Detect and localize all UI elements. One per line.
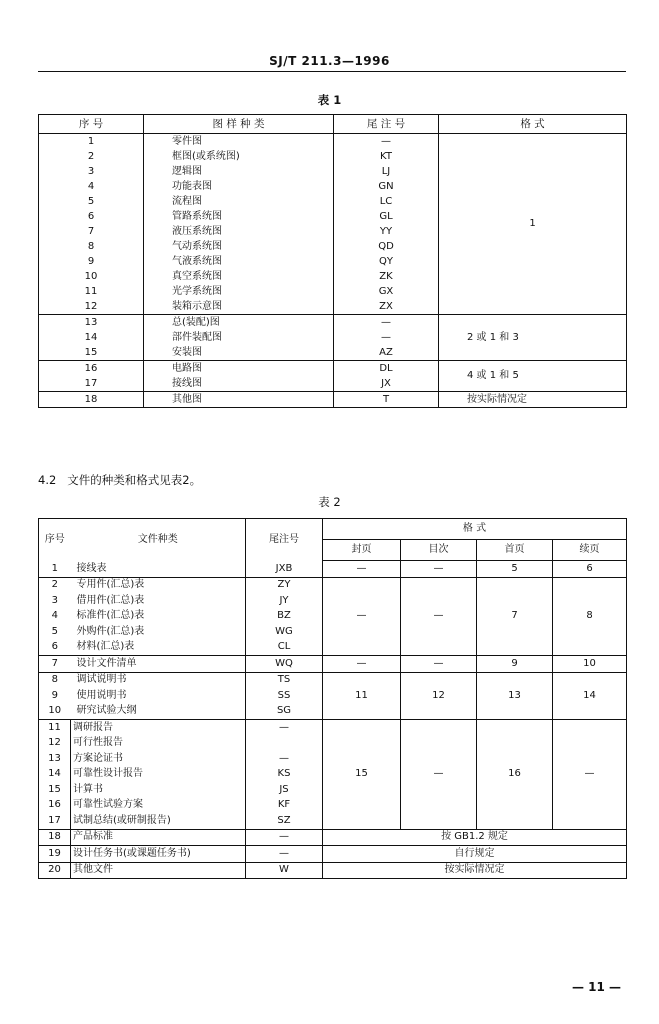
t2-seq: 4	[51, 610, 58, 622]
t1-header-type: 图 样 种 类	[144, 115, 334, 134]
t2-seq: 7	[39, 656, 71, 673]
t2-seq: 13	[48, 752, 61, 764]
table1-caption: 表 1	[317, 93, 342, 107]
t2-type: 使用说明书	[76, 689, 127, 701]
t1-seq: 13	[39, 315, 144, 331]
page-number: — 11 —	[571, 980, 621, 994]
t1-seq: 14	[84, 331, 98, 343]
t2-type: 材料(汇总)表	[76, 641, 135, 653]
t1-code: YY	[334, 224, 439, 239]
t2-code: JXB	[246, 561, 323, 578]
header-rule	[38, 71, 626, 72]
t2-cont: 14	[553, 672, 627, 720]
t2-type: 设计任务书(或课题任务书)	[71, 846, 246, 863]
t1-type: 部件装配图	[144, 330, 334, 345]
t1-code: AZ	[334, 345, 439, 361]
t2-toc: —	[401, 656, 477, 673]
t2-seq: 14	[48, 768, 61, 780]
t2-seq: 9	[51, 689, 58, 701]
t1-code: GX	[334, 284, 439, 299]
t2-first: 13	[477, 672, 553, 720]
t1-code: ZX	[334, 299, 439, 315]
t1-seq: 9	[87, 255, 95, 267]
t1-type: 其他图	[144, 392, 334, 408]
t2-code: SS	[246, 688, 323, 704]
t1-code: JX	[334, 376, 439, 392]
t2-code: WG	[246, 624, 323, 640]
t2-code: CL	[246, 640, 323, 656]
t2-seq: 5	[51, 625, 58, 637]
t1-seq: 17	[84, 377, 98, 389]
t1-code: GL	[334, 209, 439, 224]
t1-code: DL	[334, 361, 439, 377]
t2-type: 调试说明书	[71, 672, 246, 688]
t2-header-format: 格 式	[323, 519, 627, 540]
table1	[38, 114, 627, 408]
t2-type: 试制总结(或研制报告)	[71, 813, 246, 829]
section-text: 文件的种类和格式见表2。	[67, 473, 202, 487]
t2-code: —	[246, 720, 323, 736]
t1-code: LC	[334, 194, 439, 209]
t1-type: 光学系统图	[144, 284, 334, 299]
t1-code: QD	[334, 239, 439, 254]
t1-header-seq: 序 号	[39, 115, 144, 134]
t2-type: 专用件(汇总)表	[71, 577, 246, 593]
t1-seq: 6	[87, 210, 95, 222]
t1-seq: 8	[87, 240, 95, 252]
t1-seq: 10	[84, 270, 98, 282]
t2-header-cover: 封页	[323, 540, 401, 561]
t1-code: —	[334, 134, 439, 150]
t2-type: 计算书	[71, 782, 246, 798]
t1-seq: 11	[84, 285, 98, 297]
t2-seq: 1	[51, 562, 58, 574]
t1-type: 气液系统图	[144, 254, 334, 269]
t2-seq: 8	[39, 672, 71, 688]
t1-seq: 4	[87, 180, 95, 192]
t2-seq: 11	[39, 720, 71, 736]
t2-cont: 10	[553, 656, 627, 673]
t1-seq: 15	[84, 346, 98, 358]
t2-cover: —	[323, 577, 401, 656]
t2-first: 7	[477, 577, 553, 656]
t1-type: 液压系统图	[144, 224, 334, 239]
t1-seq: 1	[87, 135, 95, 147]
t2-type: 设计文件清单	[71, 656, 246, 673]
t2-seq: 16	[48, 799, 61, 811]
t1-type: 总(装配)图	[144, 315, 334, 331]
t1-type: 框图(或系统图)	[144, 149, 334, 164]
t1-code: KT	[334, 149, 439, 164]
t1-header-format: 格 式	[439, 115, 627, 134]
t2-seq: 19	[39, 846, 71, 863]
t2-type: 产品标准	[71, 829, 246, 846]
t2-type: 调研报告	[71, 720, 246, 736]
t1-code: —	[334, 330, 439, 345]
t1-code: —	[334, 315, 439, 331]
t2-code: —	[246, 751, 323, 767]
section-number: 4.2	[38, 473, 57, 487]
t1-format-group1: 1	[439, 134, 627, 315]
t2-seq: 2	[39, 577, 71, 593]
t1-seq: 16	[39, 361, 144, 377]
t2-code: W	[246, 862, 323, 879]
t2-type: 可靠性设计报告	[71, 767, 246, 783]
t2-toc: 12	[401, 672, 477, 720]
t1-seq: 18	[39, 392, 144, 408]
t1-type: 管路系统图	[144, 209, 334, 224]
t2-code: KS	[246, 767, 323, 783]
t2-first: 5	[477, 561, 553, 578]
document-header: SJ/T 211.3—1996	[269, 54, 390, 68]
t2-type: 可靠性试验方案	[71, 798, 246, 814]
t2-seq: 10	[48, 705, 62, 717]
t2-code: SG	[246, 704, 323, 720]
t2-code: WQ	[246, 656, 323, 673]
t2-header-type: 文件种类	[137, 533, 178, 545]
t2-code: KF	[246, 798, 323, 814]
t2-header-toc: 目次	[401, 540, 477, 561]
t2-cont: —	[553, 720, 627, 830]
t1-type: 逻辑图	[144, 164, 334, 179]
t2-type: 可行性报告	[71, 736, 246, 752]
t2-cont: 8	[553, 577, 627, 656]
t2-cover: 11	[323, 672, 401, 720]
t2-seq: 3	[51, 594, 58, 606]
t1-header-code: 尾 注 号	[334, 115, 439, 134]
table2-caption: 表 2	[318, 495, 341, 509]
t2-code	[246, 736, 323, 752]
t1-seq: 5	[87, 195, 95, 207]
t1-format-group4: 按实际情况定	[439, 392, 627, 408]
t1-code: T	[334, 392, 439, 408]
section-4-2	[38, 472, 201, 488]
table2	[38, 518, 627, 879]
t1-code: QY	[334, 254, 439, 269]
t2-code: —	[246, 829, 323, 846]
t1-type: 装箱示意图	[144, 299, 334, 315]
t2-type: 外购件(汇总)表	[76, 625, 145, 637]
t1-seq: 7	[87, 225, 95, 237]
t1-seq: 12	[84, 300, 98, 312]
t2-type: 标准件(汇总)表	[76, 610, 145, 622]
t2-cover: —	[323, 561, 401, 578]
t1-format-group3: 4 或 1 和 5	[439, 361, 627, 392]
t2-code: JY	[246, 593, 323, 609]
t1-type: 气动系统图	[144, 239, 334, 254]
t2-header-cont: 续页	[553, 540, 627, 561]
t2-header-first: 首页	[477, 540, 553, 561]
t2-toc: —	[401, 561, 477, 578]
t1-format-group2: 2 或 1 和 3	[439, 315, 627, 361]
t2-type: 借用件(汇总)表	[76, 594, 145, 606]
t1-type: 流程图	[144, 194, 334, 209]
t1-code: ZK	[334, 269, 439, 284]
t1-seq: 3	[87, 165, 95, 177]
t1-type: 接线图	[144, 376, 334, 392]
t2-format-group6: 按 GB1.2 规定	[323, 829, 627, 846]
t2-seq: 17	[48, 814, 61, 826]
t2-format-group8: 按实际情况定	[323, 862, 627, 879]
t2-seq: 6	[51, 641, 58, 653]
t2-toc: —	[401, 577, 477, 656]
t2-seq: 18	[39, 829, 71, 846]
t2-format-group7: 自行规定	[323, 846, 627, 863]
t1-type: 安装图	[144, 345, 334, 361]
t2-header-seq: 序号	[44, 533, 65, 545]
t2-first: 16	[477, 720, 553, 830]
t2-seq: 20	[39, 862, 71, 879]
t2-cont: 6	[553, 561, 627, 578]
t2-type: 其他文件	[71, 862, 246, 879]
t2-code: TS	[246, 672, 323, 688]
t1-code: GN	[334, 179, 439, 194]
t1-code: LJ	[334, 164, 439, 179]
t2-code: BZ	[246, 609, 323, 625]
t2-seq: 12	[48, 737, 61, 749]
t2-code: JS	[246, 782, 323, 798]
t2-toc: —	[401, 720, 477, 830]
t1-type: 零件图	[144, 134, 334, 150]
t1-seq: 2	[87, 150, 95, 162]
t2-code: —	[246, 846, 323, 863]
t2-header-code: 尾注号	[246, 519, 323, 561]
t2-type: 接线表	[76, 562, 107, 574]
t1-type: 真空系统图	[144, 269, 334, 284]
t2-code: SZ	[246, 813, 323, 829]
t2-type: 研究试验大纲	[76, 705, 137, 717]
t2-cover: —	[323, 656, 401, 673]
t2-seq: 15	[48, 783, 61, 795]
t2-code: ZY	[246, 577, 323, 593]
t1-type: 功能表图	[144, 179, 334, 194]
t1-type: 电路图	[144, 361, 334, 377]
t2-first: 9	[477, 656, 553, 673]
t2-cover: 15	[323, 720, 401, 830]
t2-type: 方案论证书	[71, 751, 246, 767]
